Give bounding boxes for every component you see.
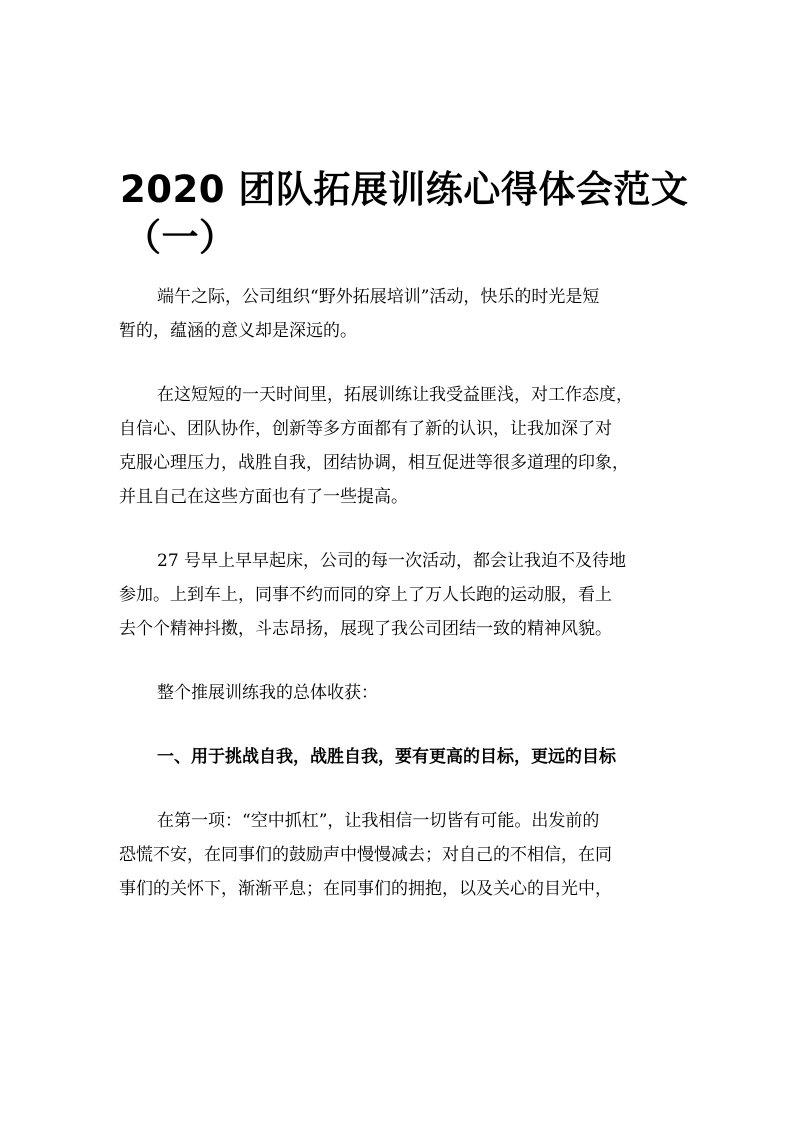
paragraph-line: 事们的关怀下，渐渐平息；在同事们的拥抱，以及关心的目光中，: [119, 879, 612, 899]
paragraph-1: [119, 280, 679, 348]
paragraph-line: 自信心、团队协作，创新等多方面都有了新的认识，让我加深了对: [119, 419, 612, 439]
paragraph-line: 并且自己在这些方面也有了一些提高。: [119, 487, 408, 507]
section-heading-line: 一、用于挑战自我，战胜自我，要有更高的目标，更远的目标: [157, 747, 616, 767]
paragraph-line: 整个推展训练我的总体收获：: [157, 683, 378, 703]
document-body: [119, 280, 679, 906]
paragraph-line: 在第一项：“空中抓杠”，让我相信一切皆有可能。出发前的: [157, 811, 600, 831]
paragraph-3: [119, 544, 679, 646]
title-line-1: 2020 团队拓展训练心得体会范文: [120, 168, 689, 211]
paragraph-4: [119, 676, 679, 710]
paragraph-line: 暂的，蕴涵的意义却是深远的。: [119, 321, 357, 341]
paragraph-line: 端午之际，公司组织“野外拓展培训”活动，快乐的时光是短: [157, 287, 600, 307]
paragraph-line: 恐慌不安，在同事们的鼓励声中慢慢减去；对自己的不相信，在同: [119, 845, 612, 865]
paragraph-line: 克服心理压力，战胜自我，团结协调，相互促进等很多道理的印象，: [119, 453, 629, 473]
paragraph-line: 27 号早上早早起床，公司的每一次活动，都会让我迫不及待地: [157, 551, 627, 571]
paragraph-2: [119, 378, 679, 514]
paragraph-line: 参加。上到车上，同事不约而同的穿上了万人长跑的运动服，看上: [119, 585, 612, 605]
section-heading-1: [119, 740, 679, 774]
paragraph-5: [119, 804, 679, 906]
document-title: [120, 166, 689, 262]
paragraph-line: 去个个精神抖擞，斗志昂扬，展现了我公司团结一致的精神风貌。: [119, 619, 612, 639]
title-line-2: （一）: [124, 216, 237, 259]
paragraph-line: 在这短短的一天时间里，拓展训练让我受益匪浅，对工作态度，: [157, 385, 633, 405]
